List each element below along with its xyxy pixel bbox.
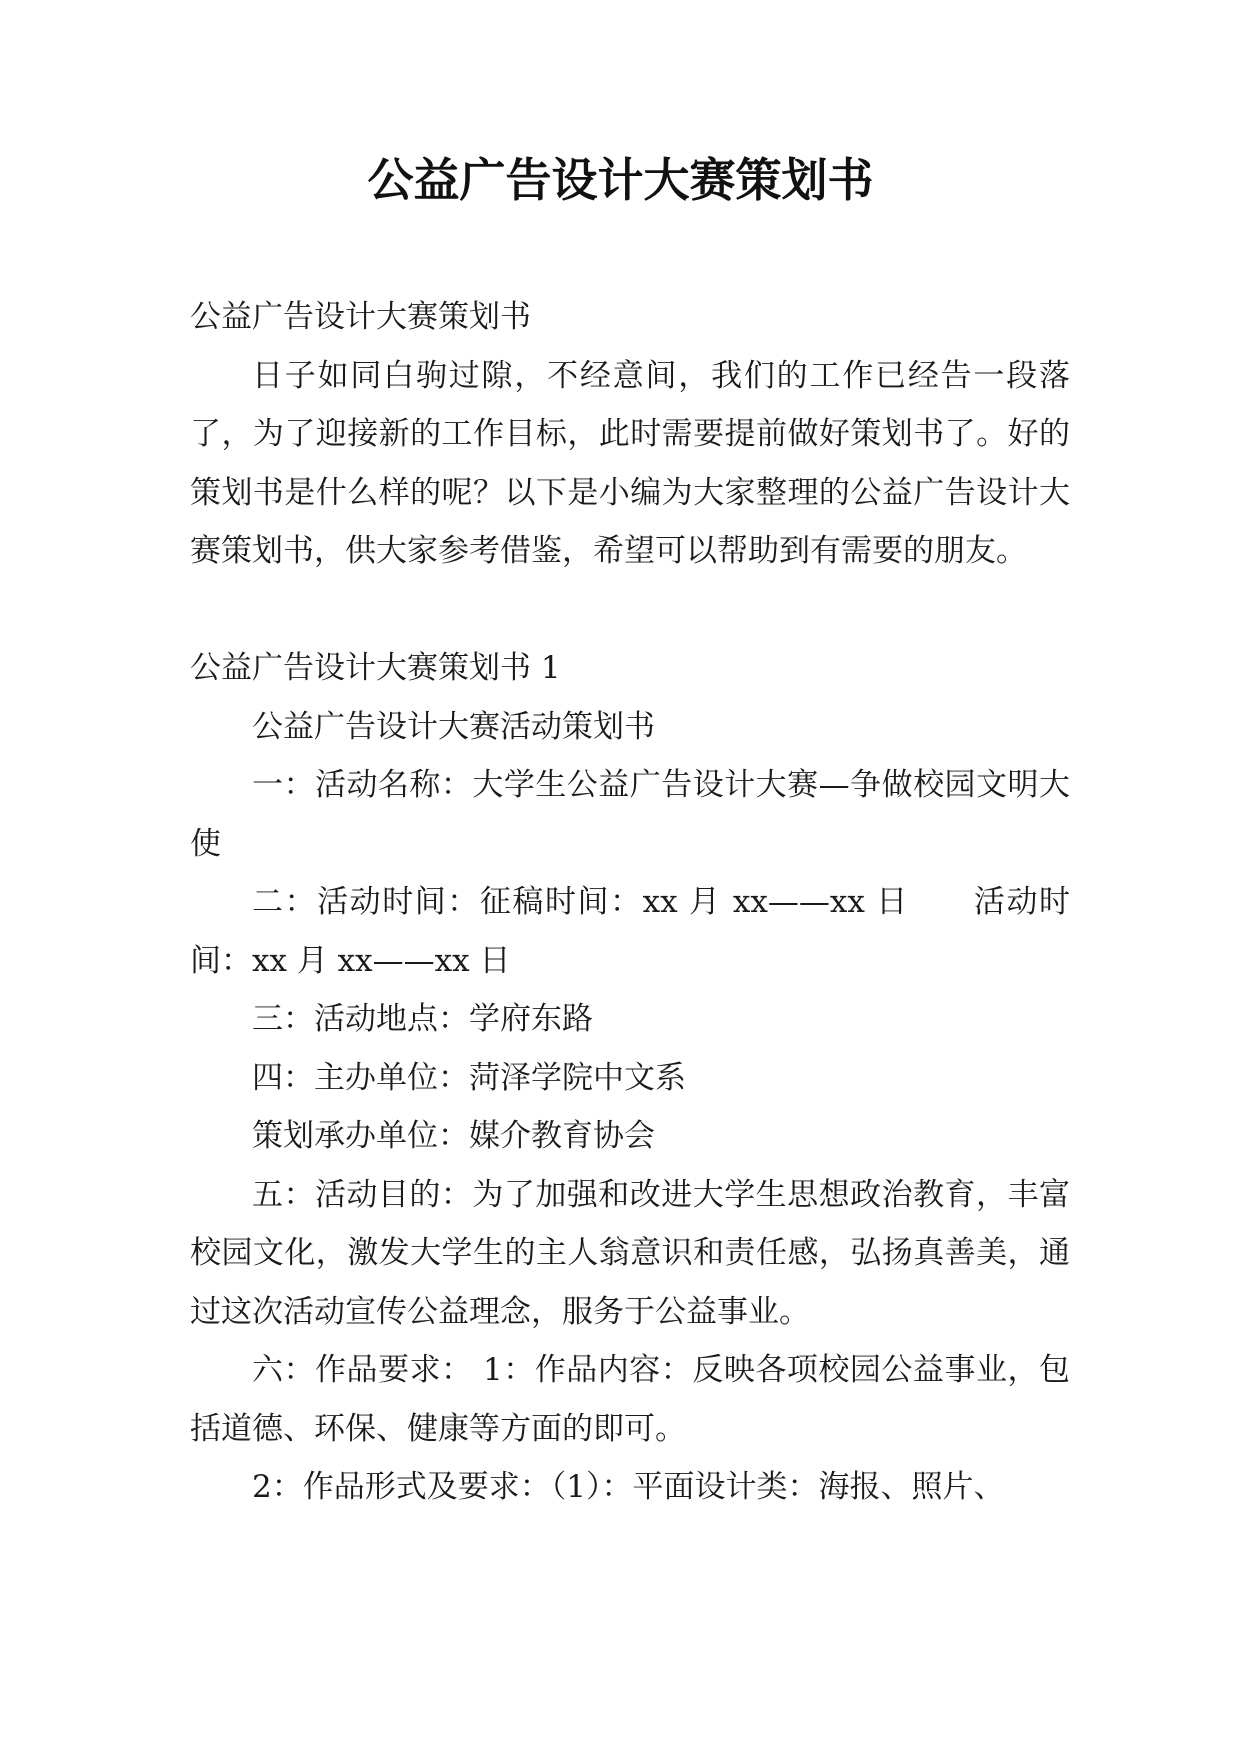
- work-format-paragraph: 2：作品形式及要求：（1）：平面设计类：海报、照片、: [252, 1469, 1005, 1505]
- intro-paragraph: 日子如同白驹过隙，不经意间，我们的工作已经告一段落了，为了迎接新的工作目标，此时需要提前做好策划书了。好的策划书是什么样的呢？以下是小编为大家整理的公益广告设计大赛策划书，供大家参考借鉴，希望可以帮助到有需要的朋友。: [190, 357, 1070, 569]
- activity-location-paragraph: 三：活动地点：学府东路: [252, 1001, 593, 1037]
- activity-purpose-paragraph: 五：活动目的：为了加强和改进大学生思想政治教育，丰富校园文化，激发大学生的主人翁意识和责任感，弘扬真善美，通过这次活动宣传公益理念，服务于公益事业。: [190, 1176, 1070, 1330]
- document-body: [190, 288, 1070, 1517]
- activity-name-paragraph: 一：活动名称：大学生公益广告设计大赛—争做校园文明大使: [190, 767, 1070, 862]
- section-heading: 公益广告设计大赛策划书 1: [190, 650, 561, 686]
- organizer-paragraph: 四：主办单位：菏泽学院中文系: [252, 1059, 686, 1096]
- work-requirements-paragraph: 六：作品要求： 1：作品内容：反映各项校园公益事业，包括道德、环保、健康等方面的即可。: [190, 1352, 1070, 1447]
- paragraph-spacer: [190, 581, 1070, 640]
- subsection-title: 公益广告设计大赛活动策划书: [252, 708, 655, 745]
- document-title: 公益广告设计大赛策划书: [367, 153, 874, 207]
- co-organizer-paragraph: 策划承办单位：媒介教育协会: [252, 1118, 655, 1154]
- activity-time-paragraph: 二：活动时间：征稿时间：xx 月 xx——xx 日 活动时间：xx 月 xx——xx 日: [190, 884, 1070, 979]
- section-heading: 公益广告设计大赛策划书: [190, 299, 531, 335]
